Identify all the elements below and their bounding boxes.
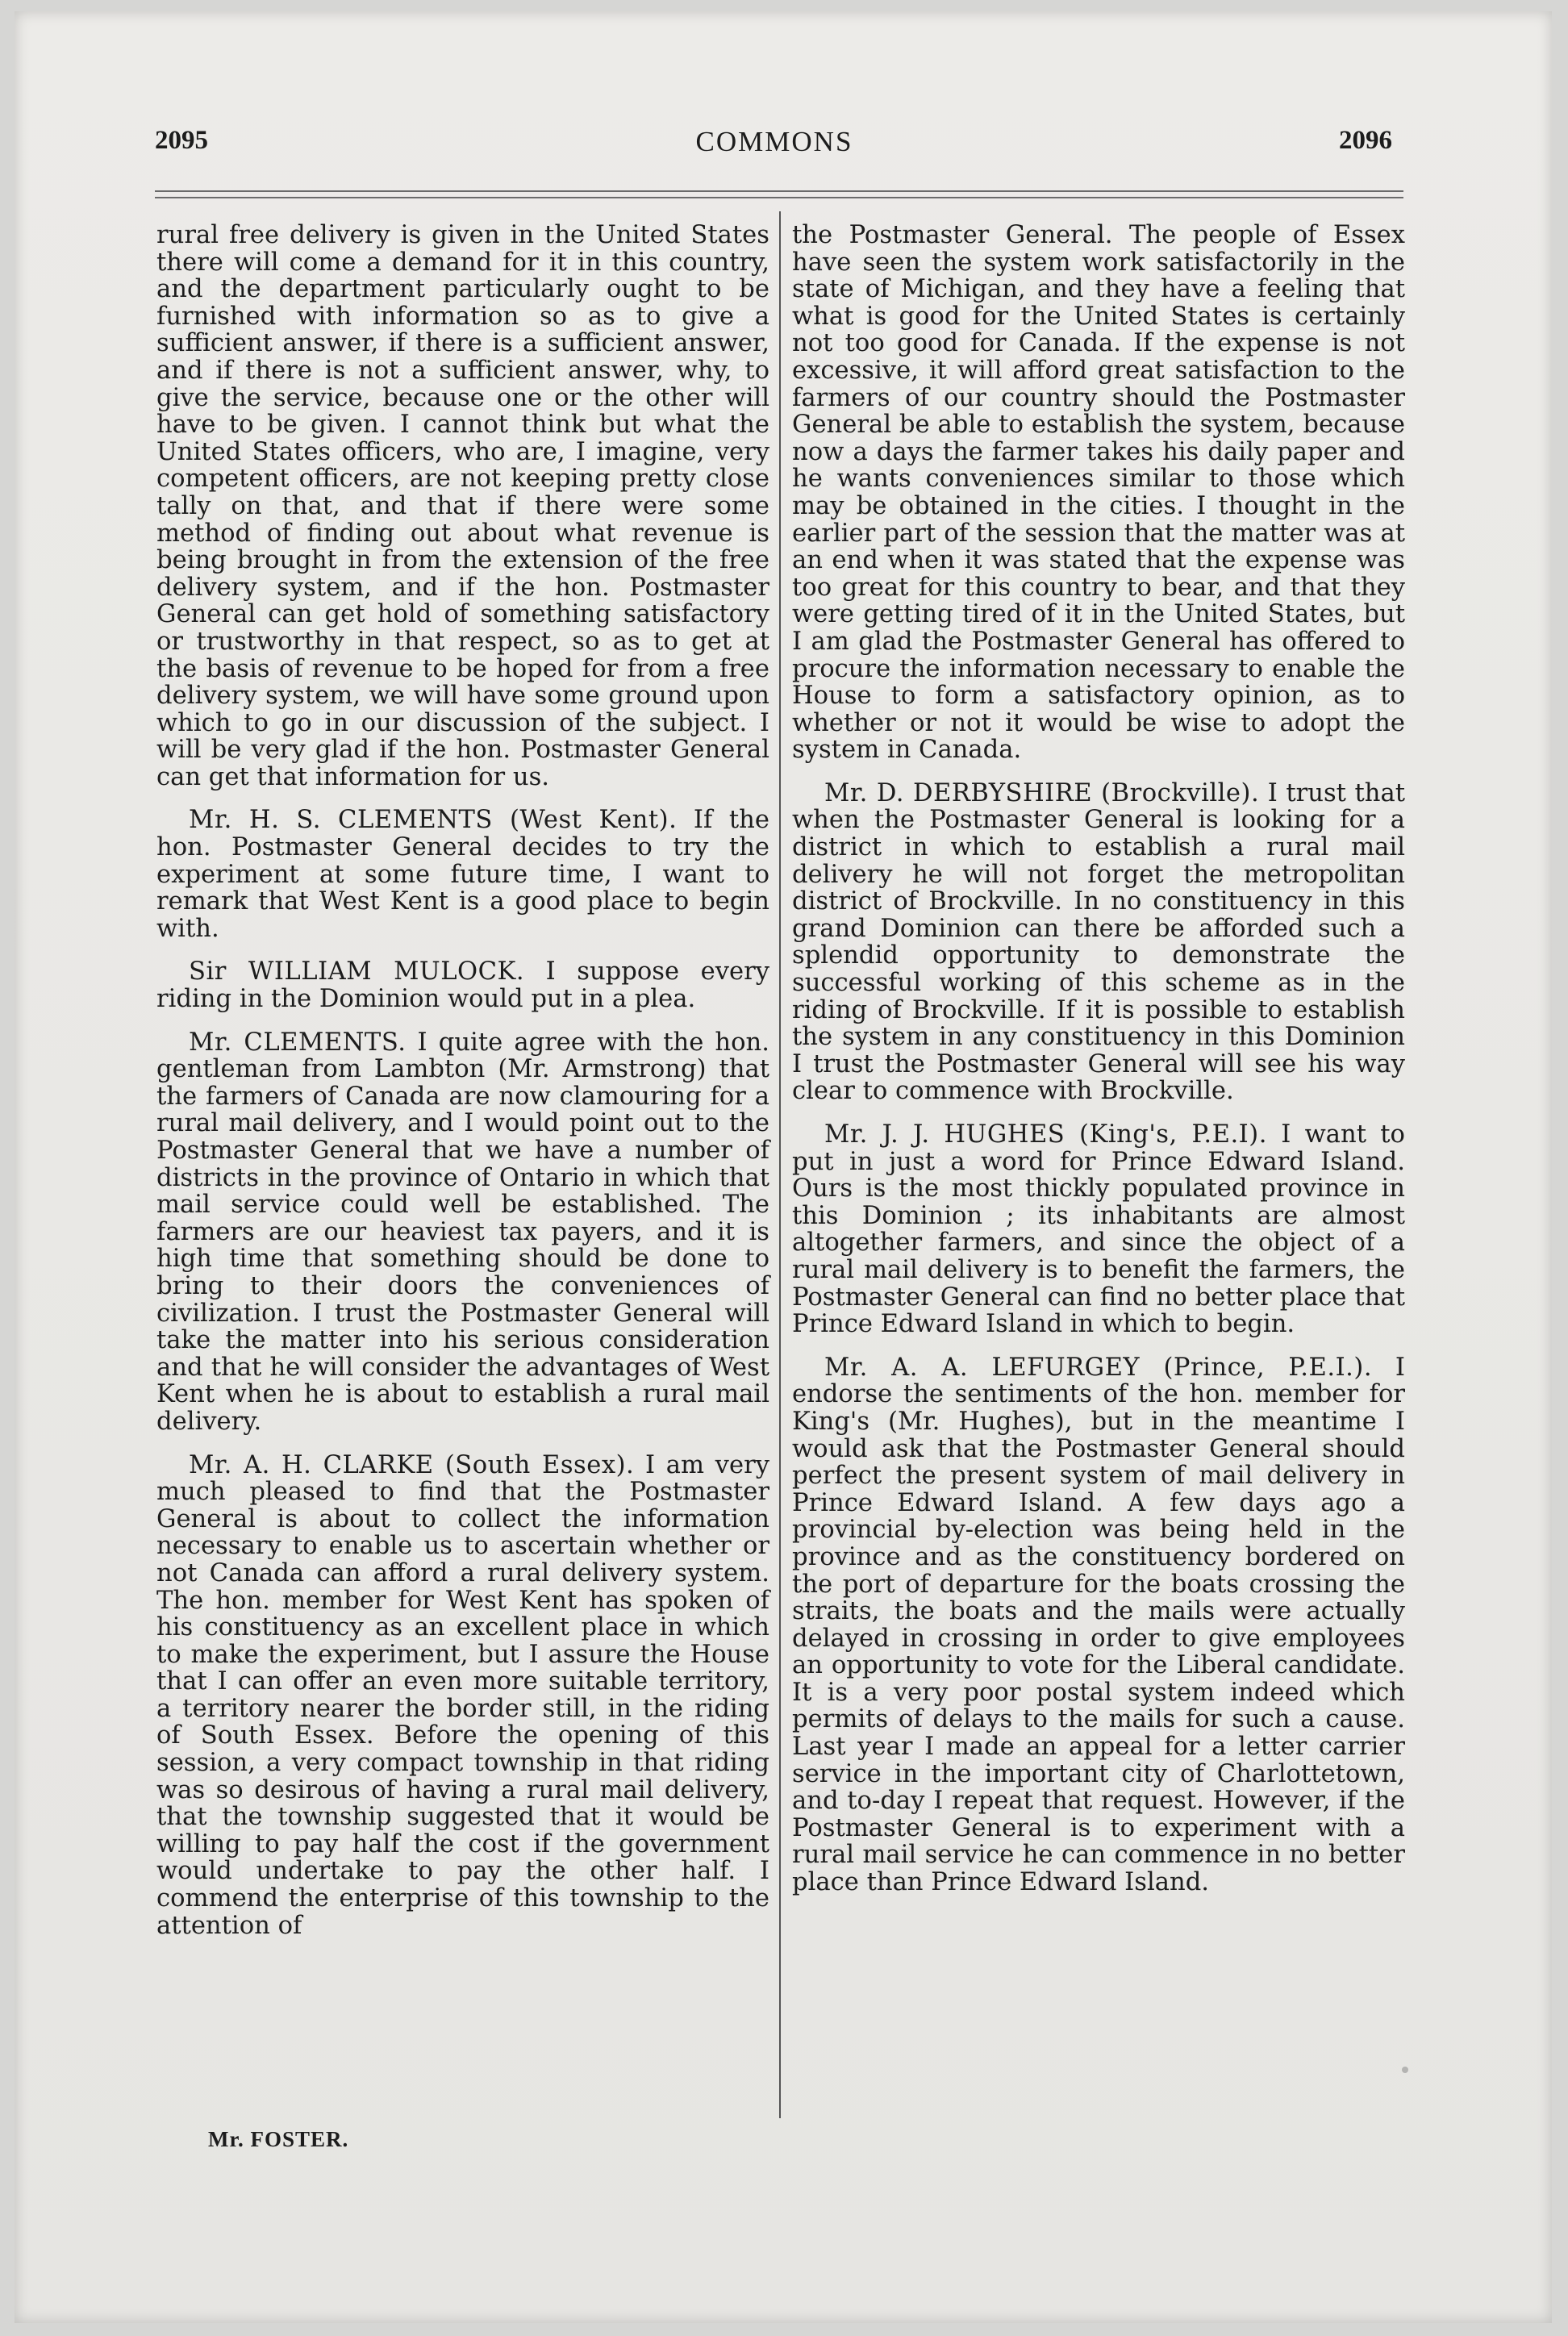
left-paragraph-2 — [156, 807, 769, 942]
left-paragraph-3 — [156, 958, 769, 1012]
left-page-number: 2095 — [155, 126, 208, 155]
speaker-name: Mr. D. DERBYSHIRE (Brockville). — [824, 778, 1260, 807]
speaker-name: Mr. CLEMENTS. — [189, 1028, 407, 1057]
speaker-name: Mr. J. J. HUGHES (King's, P.E.I). — [824, 1120, 1267, 1149]
paper-speck — [1402, 2067, 1408, 2073]
left-paragraph-4 — [156, 1029, 769, 1436]
speech-text: I trust that when the Postmaster General is looking for a district in which to establish a rural mail delivery he will not forget the metropolitan district of Brockville. In no constituency in this grand Dominion can there be afforded such a splendid opportunity to demonstrate the successful working of this scheme as in the riding of Brockville. If it is possible to establish the system in any constituency in this Dominion I trust the Postmaster General will see his way clear to commence with Brockville. — [792, 778, 1406, 1106]
speaker-name: Mr. A. A. LEFURGEY (Prince, P.E.I.). — [824, 1353, 1373, 1382]
speech-text: I want to put in just a word for Prince Edward Island. Ours is the most thickly populated province in this Dominion ; its inhabitants are almost altogether farmers, and since the object of a rural mail delivery is to benefit the farmers, the Postmaster General can find no better place that Prince Edward Island in which to begin. — [792, 1120, 1405, 1339]
footer-speaker-name: Mr. FOSTER. — [208, 2127, 349, 2151]
speaker-name: Mr. H. S. CLEMENTS (West Kent). — [189, 806, 678, 835]
right-paragraph-3 — [792, 1121, 1405, 1338]
left-paragraph-1: rural free delivery is given in the United States there will come a demand for it in this country, and the department particularly ought to be furnished with information so as to give a sufficient answer, if there is a sufficient answer, and if there is not a sufficient answer, why, to give the service, because one or the other will have to be given. I cannot think but what the United States officers, who are, I imagine, very competent officers, are not keeping pretty close tally on that, and that if there were some method of finding out about what revenue is being brought in from the extension of the free delivery system, and if the hon. Postmaster General can get hold of something satisfactory or trustworthy in that respect, so as to get at the basis of revenue to be hoped for from a free delivery system, we will have some ground upon which to go in our discussion of the subject. I will be very glad if the hon. Postmaster General can get that information for us. — [156, 221, 769, 791]
speech-text: If the hon. Postmaster General decides to try the experiment at some future time, I want to remark that West Kent is a good place to begin with. — [156, 806, 769, 943]
speech-text: I quite agree with the hon. gentleman from Lambton (Mr. Armstrong) that the farmers of Canada are now clamouring for a rural mail delivery, and I would point out to the Postmaster General that we have a number of districts in the province of Ontario in which that mail service could well be established. The farmers are our heaviest tax payers, and it is high time that something should be done to bring to their doors the conveniences of civilization. I trust the Postmaster General will take the matter into his serious consideration and that he will consider the advantages of West Kent when he is about to establish a rural mail delivery. — [156, 1028, 769, 1436]
left-column — [156, 222, 769, 1939]
speech-text: I suppose every riding in the Dominion would put in a plea. — [156, 957, 770, 1014]
column-divider — [779, 211, 781, 2118]
page-header — [0, 126, 1568, 166]
speech-text: I am very much pleased to find that the Postmaster General is about to collect the information necessary to enable us to ascertain whether or not Canada can afford a rural delivery system. The hon. member for West Kent has spoken of his constituency as an excellent place in which to make the experiment, but I assure the House that I can offer an even more suitable territory, a territory nearer the border still, in the riding of South Essex. Before the opening of this session, a very compact township in that riding was so desirous of having a rural mail delivery, that the township suggested that it would be willing to pay half the cost if the government would undertake to pay the other half. I commend the enterprise of this township to the attention of — [156, 1450, 769, 1940]
left-paragraph-5 — [156, 1452, 769, 1940]
speech-text: I endorse the sentiments of the hon. member for King's (Mr. Hughes), but in the meantime I would ask that the Postmaster General should perfect the present system of mail delivery in Prince Edward Island. A few days ago a provincial by-election was being held in the province and as the constituency bordered on the port of departure for the boats crossing the straits, the boats and the mails were actually delayed in crossing in order to give employees an opportunity to vote for the Liberal candidate. It is a very poor postal system indeed which permits of delays to the mails for such a cause. Last year I made an appeal for a letter carrier service in the important city of Charlottetown, and to-day I repeat that request. However, if the Postmaster General is to experiment with a rural mail service he can commence in no better place than Prince Edward Island. — [792, 1353, 1405, 1897]
speaker-name: Sir WILLIAM MULOCK. — [189, 957, 525, 987]
header-rule-bottom — [155, 197, 1403, 198]
page-title: COMMONS — [695, 126, 853, 157]
right-column — [792, 222, 1405, 1896]
right-page-number: 2096 — [1339, 126, 1392, 155]
speaker-name: Mr. A. H. CLARKE (South Essex). — [189, 1450, 635, 1479]
right-paragraph-1: the Postmaster General. The people of Essex have seen the system work satisfactorily in the state of Michigan, and they have a feeling that what is good for the United States is certainly not too good for Canada. If the expense is not excessive, it will afford great satisfaction to the farmers of our country should the Postmaster General be able to establish the system, because now a days the farmer takes his daily paper and he wants conveniences similar to those which may be obtained in the cities. I thought in the earlier part of the session that the matter was at an end when it was stated that the expense was too great for this country to bear, and that they were getting tired of it in the United States, but I am glad the Postmaster General has offered to procure the information necessary to enable the House to form a satisfactory opinion, as to whether or not it would be wise to adopt the system in Canada. — [792, 221, 1405, 765]
right-paragraph-2 — [792, 780, 1405, 1105]
header-rule-top — [155, 190, 1403, 192]
right-paragraph-4 — [792, 1354, 1405, 1896]
